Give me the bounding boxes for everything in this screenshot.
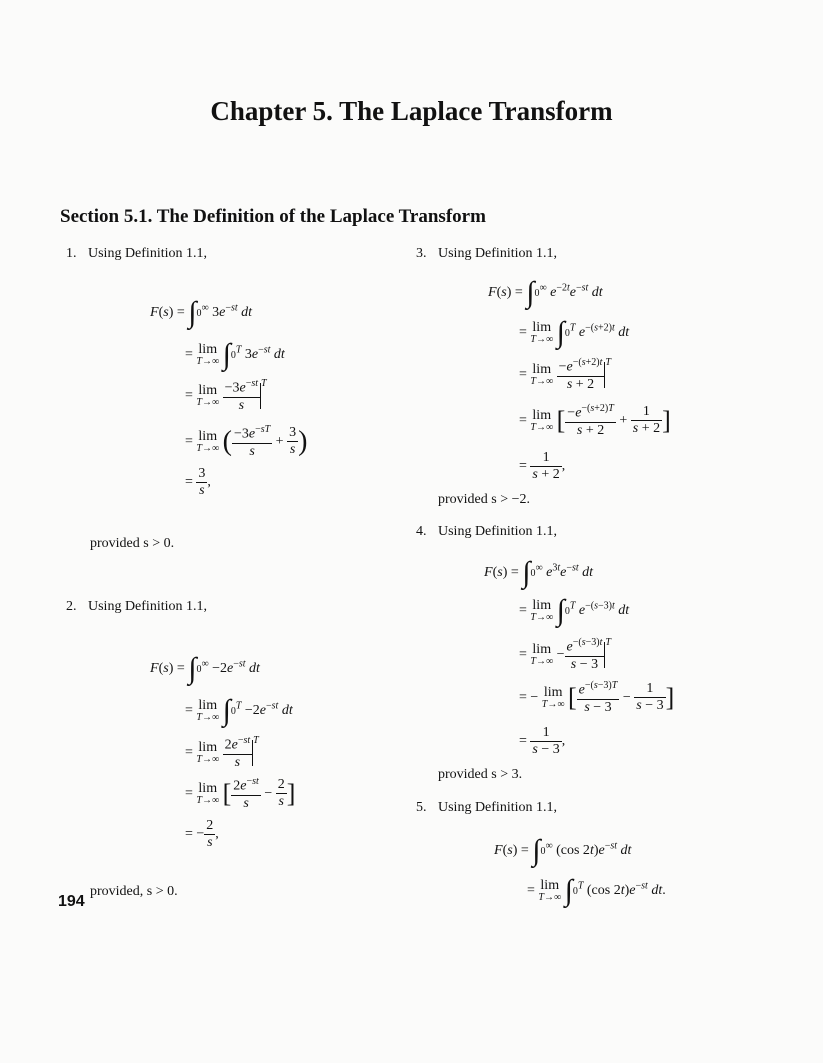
equation-line: F(s) = ∫0∞ $3e^{-st}$ dt: [150, 296, 253, 329]
equation-line: = lim T→∞ $\int 0^T$ $3e^{-st}$ dt: [185, 338, 285, 371]
page-number: 194: [58, 893, 85, 910]
equation-line: = lim T→∞ $\int 0^T$ $e^{-(s-3)t}$ dt: [519, 594, 630, 627]
equation-line: F(s) = ∫0∞ $e^{-2t}e^{-st}$ dt: [488, 276, 603, 309]
equation-line: F(s) = ∫0∞ $e^{3t}e^{-st}$ dt: [484, 556, 594, 589]
equation-line: F(s) = ∫0∞ (cos $2t)e^{-st}$ dt: [494, 834, 632, 867]
problem-intro-text: Using Definition 1.1,: [438, 800, 557, 815]
chapter-title: Chapter 5. The Laplace Transform: [210, 96, 613, 126]
equation-line: = lim T→∞ [ $\frac{2e^{-st}}{s}$ − $\frac{2}{s}$ ]: [185, 776, 296, 811]
problem-1-provided: provided s > 0.: [90, 536, 175, 551]
equation-line: = lim T→∞ $\int 0^T$ $e^{-(s+2)t}$ dt: [519, 316, 630, 349]
section-title: Section 5.1. The Definition of the Laplace Transform: [60, 206, 486, 227]
equation-line: = $\frac{3}{s}$ ,: [185, 466, 211, 498]
problem-intro-text: Using Definition 1.1,: [438, 524, 557, 539]
problem-4-provided: provided s > 3.: [438, 767, 523, 782]
equation-line: = lim T→∞ $\frac{2e^{-st}}{s}$ $^T$: [185, 735, 259, 770]
problem-intro-text: Using Definition 1.1,: [88, 599, 207, 614]
equation-line: = lim T→∞ $\int 0^T$ (cos $2t)e^{-st}$ dt.: [527, 874, 666, 907]
equation-line: = lim T→∞ $\frac{-e^{-(s+2)t}}{s + 2}$ $^T$: [519, 357, 611, 392]
problem-1-intro: [66, 246, 207, 262]
equation-line: = lim T→∞ ( $\frac{-3e^{-sT}}{s}$ + $\frac{3}{s}$ ): [185, 424, 308, 459]
problem-number: 3.: [416, 246, 427, 261]
problem-3-intro: [416, 246, 557, 262]
problem-number: 1.: [66, 246, 77, 261]
equation-line: = − lim T→∞ [ $\frac{e^{-(s-3)T}}{s - 3}$ − $\frac{1}{s - 3}$ ]: [519, 680, 675, 715]
problem-2-intro: [66, 599, 207, 615]
equation-line: = $\frac{1}{s + 2}$ ,: [519, 450, 566, 482]
problem-2-provided: provided, s > 0.: [90, 884, 178, 899]
problem-3-provided: provided s > −2.: [438, 492, 531, 507]
equation-line: = $\frac{1}{s - 3}$ ,: [519, 725, 566, 757]
problem-intro-text: Using Definition 1.1,: [88, 246, 207, 261]
problem-4-intro: [416, 524, 557, 540]
problem-number: 5.: [416, 800, 427, 815]
equation-line: = lim T→∞ $\frac{-3e^{-st}}{s}$ $^T$: [185, 378, 267, 413]
equation-line: $F(s) = \int 0^\infty -2e^{-st}$ dt: [150, 652, 260, 685]
equation-line: = lim T→∞ [ $\frac{-e^{-(s+2)T}}{s + 2}$ + $\frac{1}{s + 2}$ ]: [519, 403, 671, 438]
equation-line: = lim T→∞ $\int 0^T -2e^{-st}$ dt: [185, 694, 293, 727]
problem-intro-text: Using Definition 1.1,: [438, 246, 557, 261]
equation-line: = − $\frac{2}{s}$ ,: [185, 818, 219, 850]
problem-5-intro: [416, 800, 557, 816]
equation-line: = lim T→∞ − $\frac{e^{-(s-3)t}}{s - 3}$ $^T$: [519, 637, 611, 672]
problem-number: 2.: [66, 599, 77, 614]
problem-number: 4.: [416, 524, 427, 539]
